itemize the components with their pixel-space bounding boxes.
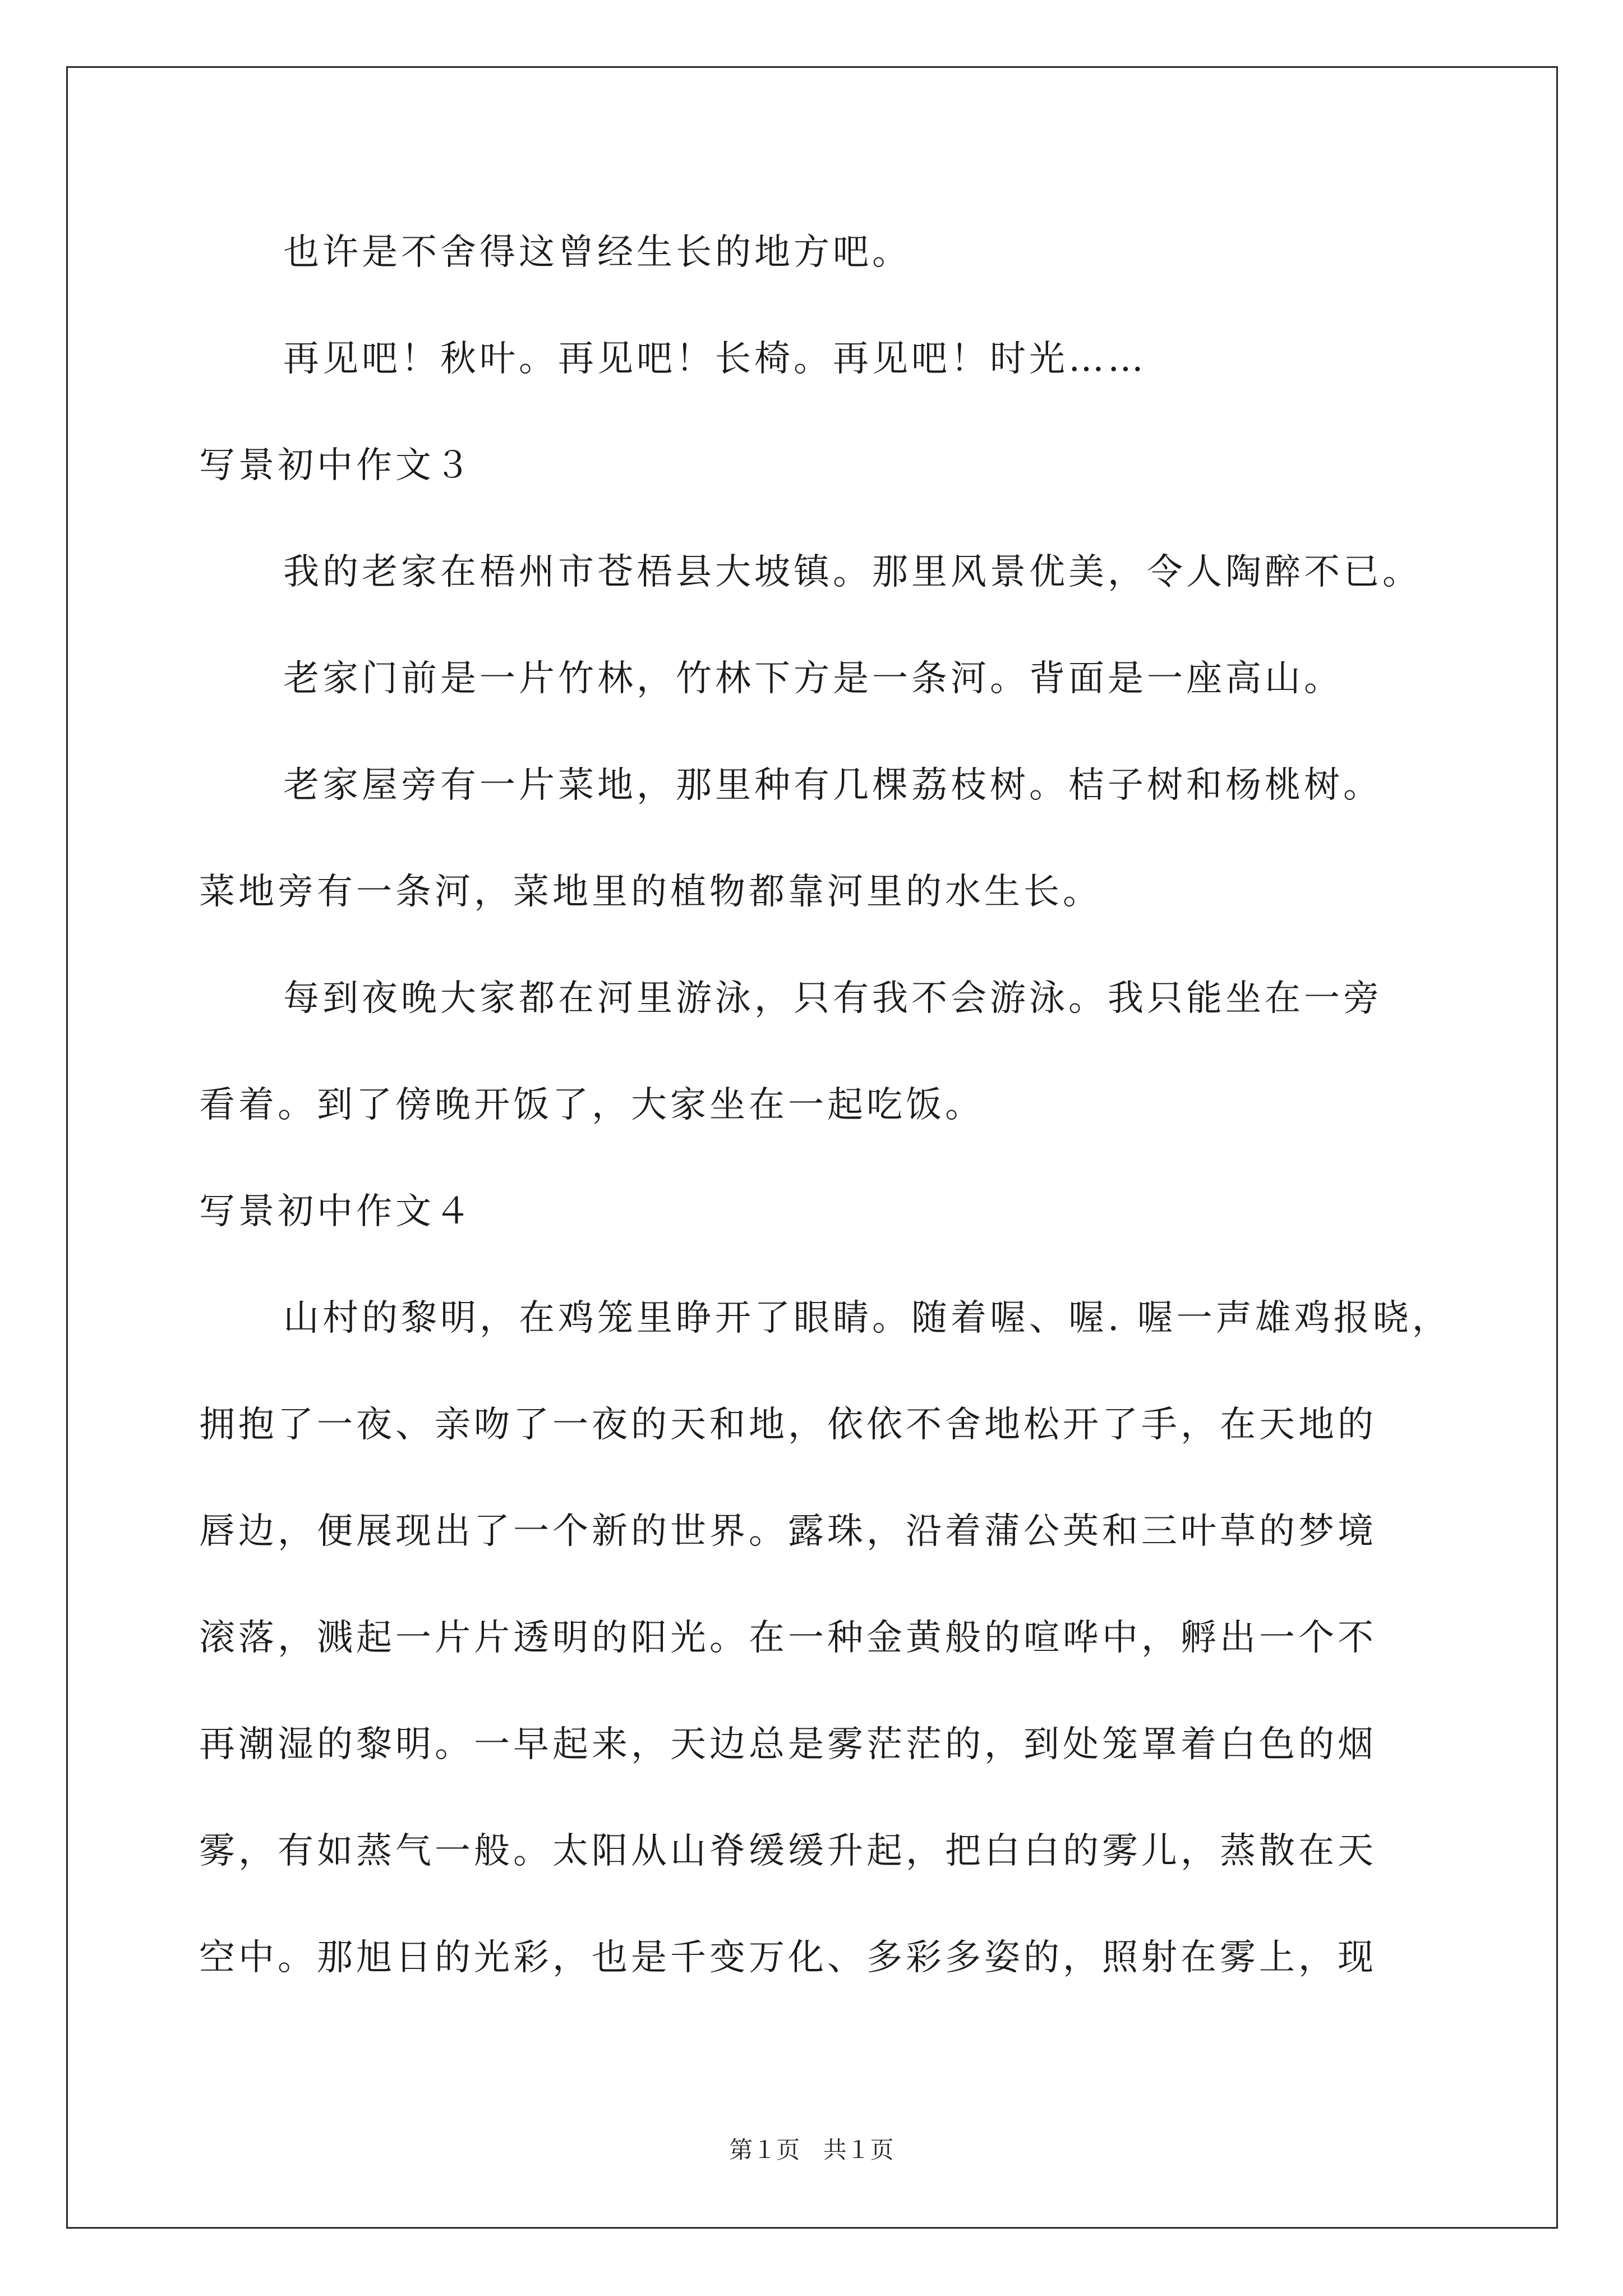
paragraph-line: 每到夜晚大家都在河里游泳，只有我不会游泳。我只能坐在一旁	[283, 978, 1382, 1019]
page-number: 第１页	[729, 2136, 800, 2164]
paragraph-line: 也许是不舍得这曾经生长的地方吧。	[283, 232, 911, 273]
paragraph-line: 唇边，便展现出了一个新的世界。露珠，沿着蒲公英和三叶草的梦境	[199, 1511, 1377, 1552]
paragraph-line: 菜地旁有一条河，菜地里的植物都靠河里的水生长。	[199, 871, 1102, 913]
paragraph-line: 老家屋旁有一片菜地，那里种有几棵荔枝树。桔子树和杨桃树。	[283, 765, 1382, 806]
paragraph-line: 再潮湿的黎明。一早起来，天边总是雾茫茫的，到处笼罩着白色的烟	[199, 1724, 1377, 1765]
paragraph-line: 我的老家在梧州市苍梧县大坡镇。那里风景优美，令人陶醉不已。	[283, 551, 1422, 593]
section-heading: 写景初中作文３	[199, 445, 474, 486]
paragraph-line: 空中。那旭日的光彩，也是千变万化、多彩多姿的，照射在雾上，现	[199, 1937, 1377, 1978]
paragraph-line: 再见吧！秋叶。再见吧！长椅。再见吧！时光……	[283, 338, 1147, 380]
paragraph-line: 老家门前是一片竹林，竹林下方是一条河。背面是一座高山。	[283, 658, 1343, 700]
page-border	[66, 66, 1558, 2229]
paragraph-line: 山村的黎明，在鸡笼里睁开了眼睛。随着喔、喔. 喔一声雄鸡报晓，	[283, 1297, 1451, 1339]
paragraph-line: 看着。到了傍晚开饭了，大家坐在一起吃饭。	[199, 1084, 984, 1126]
paragraph-line: 滚落，溅起一片片透明的阳光。在一种金黄般的喧哗中，孵出一个不	[199, 1617, 1377, 1659]
paragraph-line: 雾，有如蒸气一般。太阳从山脊缓缓升起，把白白的雾儿，蒸散在天	[199, 1830, 1377, 1872]
page-footer	[0, 2136, 1623, 2164]
paragraph-line: 拥抱了一夜、亲吻了一夜的天和地，依依不舍地松开了手，在天地的	[199, 1404, 1377, 1446]
page-total: 共１页	[823, 2136, 894, 2164]
section-heading: 写景初中作文４	[199, 1191, 474, 1232]
